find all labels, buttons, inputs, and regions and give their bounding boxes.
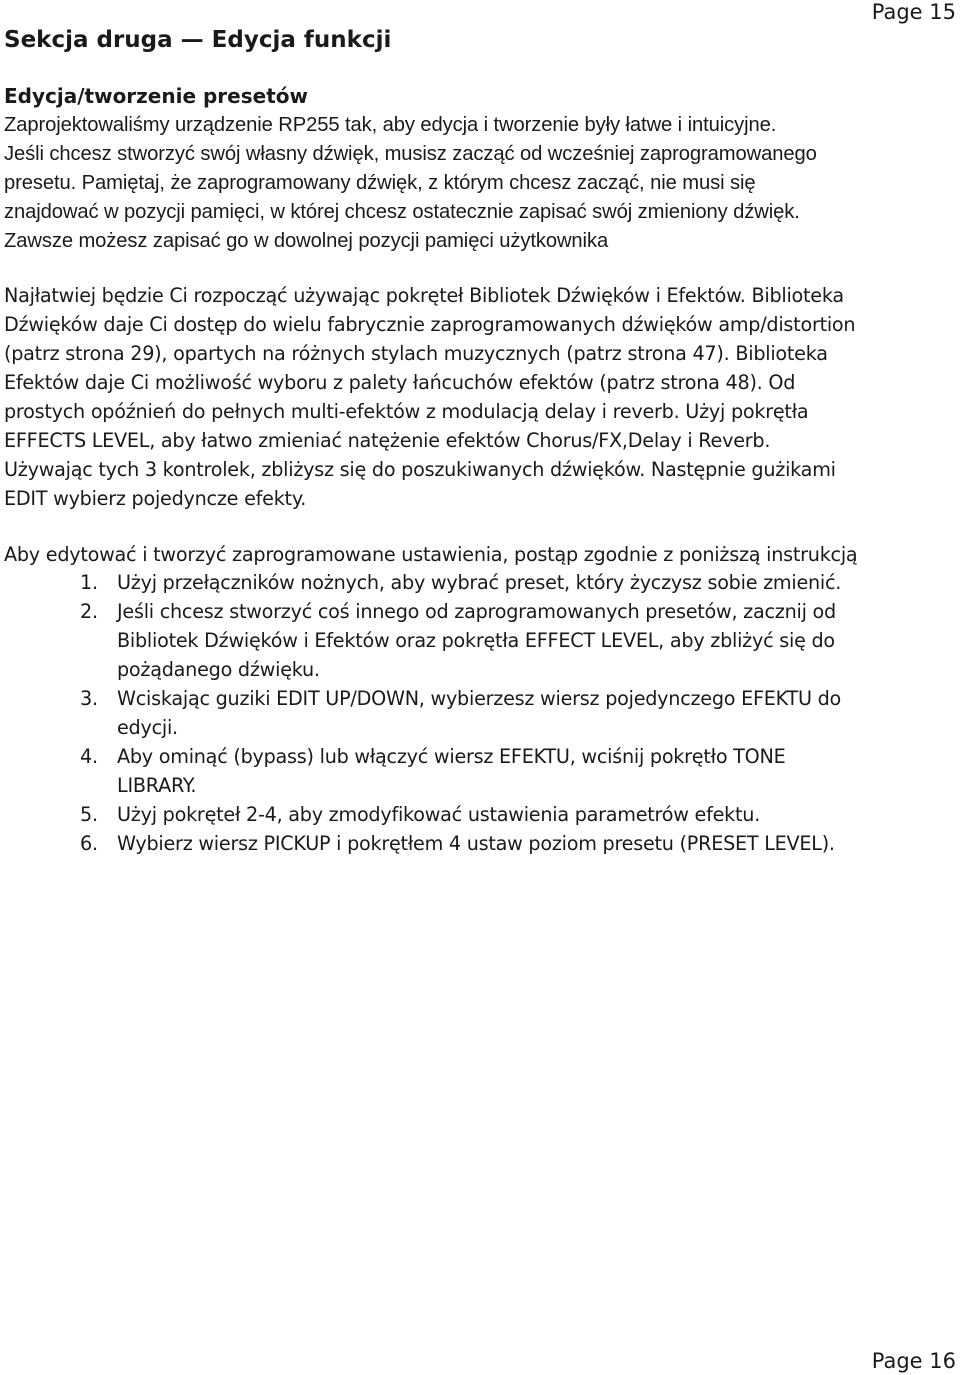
steps-intro — [4, 540, 956, 569]
list-number: 1. — [80, 571, 98, 594]
list-item — [0, 800, 956, 829]
page-number-bottom: Page 16 — [871, 1349, 956, 1373]
text-line: Użyj pokręteł 2-4, aby zmodyfikować ustawienia parametrów efektu. — [117, 803, 761, 826]
section-title: Sekcja druga — Edycja funkcji — [4, 27, 392, 53]
text-line: Zaprojektowaliśmy urządzenie RP255 tak, aby edycja i tworzenie były łatwe i intuicyjne. — [4, 114, 777, 136]
text-line: Bibliotek Dźwięków i Efektów oraz pokrętła EFFECT LEVEL, aby zbliżyć się do — [117, 629, 835, 652]
list-item — [0, 684, 956, 742]
text-line: Dźwięków daje Ci dostęp do wielu fabrycznie zaprogramowanych dźwięków amp/distortion — [4, 313, 856, 336]
text-line: (patrz strona 29), opartych na różnych stylach muzycznych (patrz strona 47). Biblioteka — [4, 342, 828, 365]
text-line: edycji. — [117, 716, 178, 739]
list-item — [0, 742, 956, 800]
text-line: Najłatwiej będzie Ci rozpocząć używając pokręteł Bibliotek Dźwięków i Efektów. Biblioteka — [4, 284, 844, 307]
list-number: 5. — [80, 803, 98, 826]
text-line: Użyj przełączników nożnych, aby wybrać preset, który życzysz sobie zmienić. — [117, 571, 842, 594]
text-line: LIBRARY. — [117, 774, 197, 797]
text-line: EDIT wybierz pojedyncze efekty. — [4, 487, 307, 510]
text-line: Używając tych 3 kontrolek, zbliżysz się do poszukiwanych dźwięków. Następnie gużikami — [4, 458, 836, 481]
text-line: EFFECTS LEVEL, aby łatwo zmieniać natężenie efektów Chorus/FX,Delay i Reverb. — [4, 429, 771, 452]
text-line: Zawsze możesz zapisać go w dowolnej pozycji pamięci użytkownika — [4, 230, 609, 252]
text-line: Efektów daje Ci możliwość wyboru z palety łańcuchów efektów (patrz strona 48). Od — [4, 371, 796, 394]
list-number: 6. — [80, 832, 98, 855]
page-number-top: Page 15 — [871, 0, 956, 24]
text-line: Wciskając guziki EDIT UP/DOWN, wybierzesz wiersz pojedynczego EFEKTU do — [117, 687, 842, 710]
list-item — [0, 597, 956, 684]
list-item — [0, 568, 956, 597]
text-line: pożądanego dźwięku. — [117, 658, 320, 681]
text-line: Jeśli chcesz stworzyć swój własny dźwięk, musisz zacząć od wcześniej zaprogramowanego — [4, 143, 817, 165]
list-number: 4. — [80, 745, 98, 768]
libraries-paragraph — [4, 281, 956, 513]
steps-list — [0, 568, 956, 858]
text-line: znajdować w pozycji pamięci, w której chcesz ostatecznie zapisać swój zmieniony dźwięk. — [4, 201, 800, 223]
text-line: Jeśli chcesz stworzyć coś innego od zaprogramowanych presetów, zacznij od — [117, 600, 836, 623]
list-number: 2. — [80, 600, 98, 623]
list-item — [0, 829, 956, 858]
text-line: presetu. Pamiętaj, że zaprogramowany dźwięk, z którym chcesz zacząć, nie musi się — [4, 172, 756, 194]
intro-heading: Edycja/tworzenie presetów — [4, 84, 308, 108]
text-line: Aby ominąć (bypass) lub włączyć wiersz EFEKTU, wciśnij pokrętło TONE — [117, 745, 786, 768]
text-line: Aby edytować i tworzyć zaprogramowane ustawienia, postąp zgodnie z poniższą instrukcją — [4, 543, 858, 566]
intro-paragraph — [4, 111, 956, 256]
list-number: 3. — [80, 687, 98, 710]
text-line: prostych opóźnień do pełnych multi-efektów z modulacją delay i reverb. Użyj pokrętła — [4, 400, 809, 423]
text-line: Wybierz wiersz PICKUP i pokrętłem 4 ustaw poziom presetu (PRESET LEVEL). — [117, 832, 835, 855]
